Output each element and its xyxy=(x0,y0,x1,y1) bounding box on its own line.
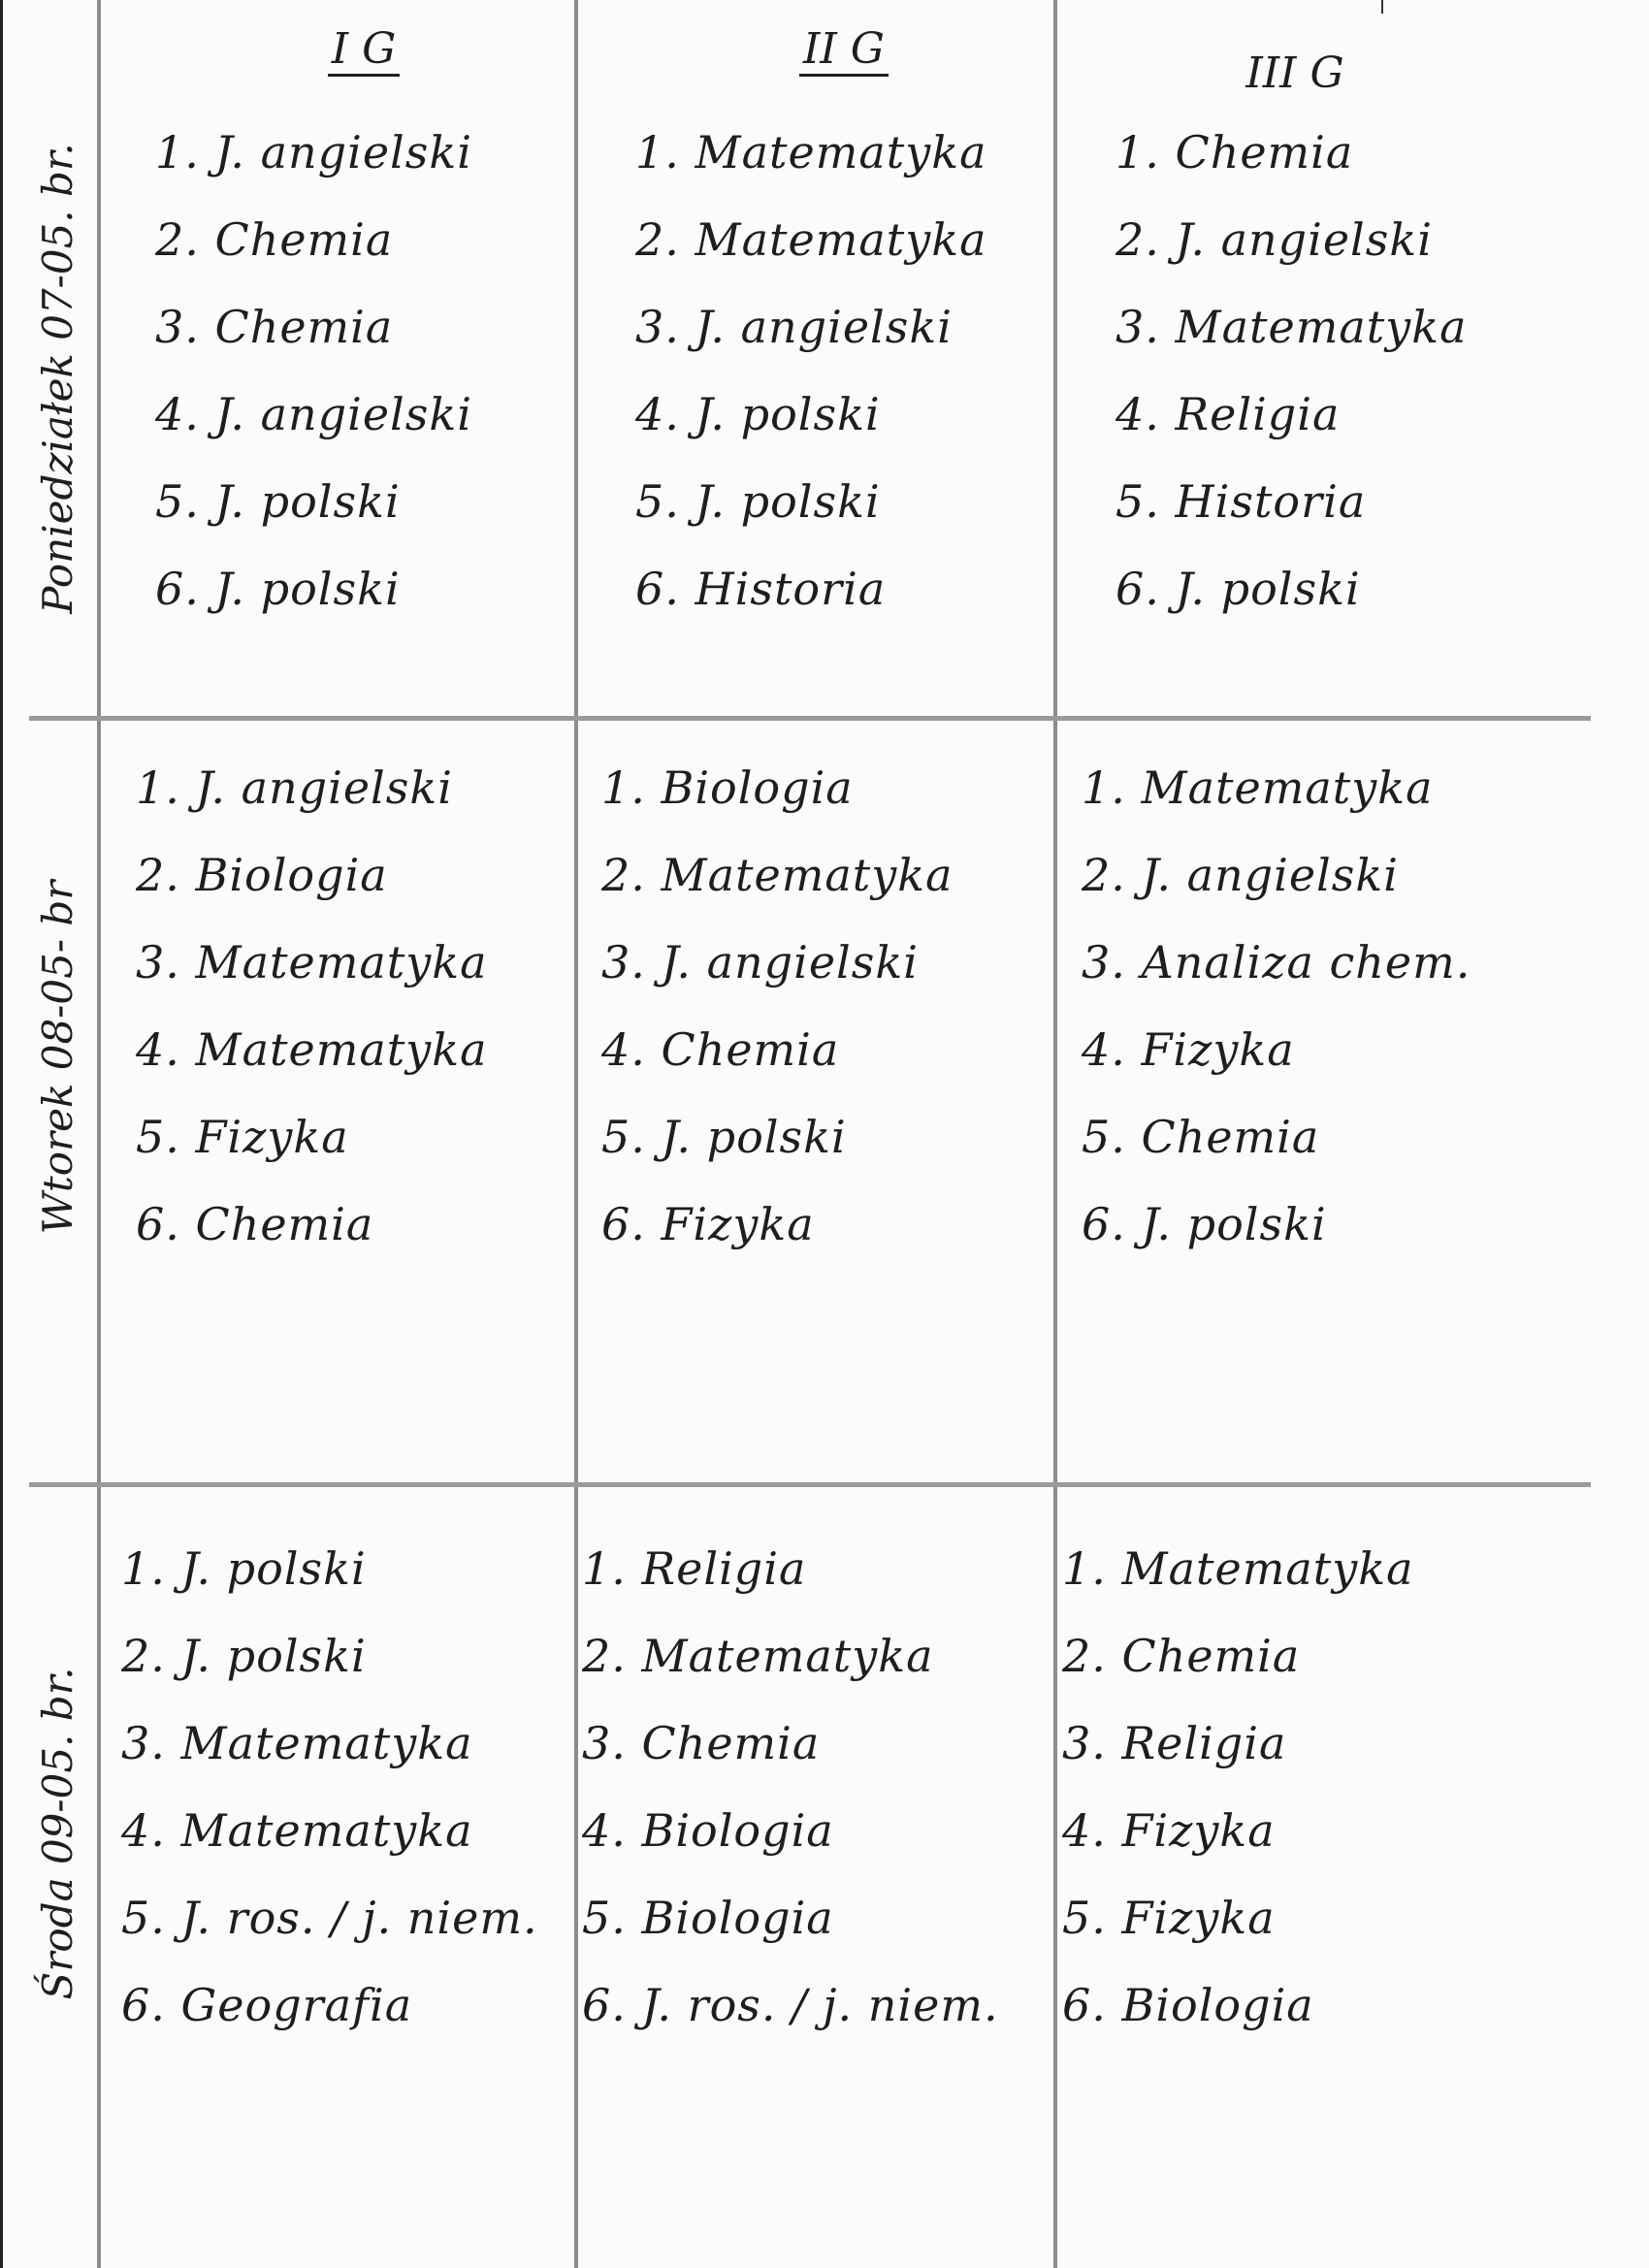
day-label-wednesday: Środa 09-05. br. xyxy=(34,1667,81,2000)
lesson-item: 5. Historia xyxy=(1116,475,1367,528)
lesson-item: 3. Chemia xyxy=(582,1717,821,1769)
lesson-item: 1. Biologia xyxy=(601,761,854,814)
lesson-item: 1. J. angielski xyxy=(155,126,472,178)
day-label-monday: Poniedziałek 07-05. br. xyxy=(34,143,81,614)
lesson-item: 2. Biologia xyxy=(136,849,388,901)
top-mark xyxy=(1381,0,1383,14)
lesson-item: 3. Religia xyxy=(1062,1717,1287,1769)
left-margin-line xyxy=(0,0,3,2268)
lesson-item: 1. Religia xyxy=(582,1542,807,1595)
lesson-item: 5. J. polski xyxy=(635,475,881,528)
lesson-item: 5. Biologia xyxy=(582,1892,834,1944)
lesson-item: 5. Fizyka xyxy=(1062,1892,1276,1944)
lesson-item: 1. Matematyka xyxy=(1082,761,1434,814)
lesson-item: 2. Chemia xyxy=(1062,1630,1301,1682)
column-header-3g: III G xyxy=(1245,49,1344,98)
lesson-item: 2. Matematyka xyxy=(601,849,954,901)
lesson-item: 4. Matematyka xyxy=(136,1023,488,1076)
lesson-item: 6. J. polski xyxy=(1116,563,1361,615)
lesson-item: 4. J. angielski xyxy=(155,388,472,440)
grid-horizontal-line xyxy=(29,1482,1591,1487)
lesson-item: 5. Fizyka xyxy=(136,1111,349,1163)
lesson-item: 3. Analiza chem. xyxy=(1082,936,1471,988)
column-header-2g: II G xyxy=(698,24,989,74)
lesson-item: 1. Chemia xyxy=(1116,126,1354,178)
lesson-item: 4. Religia xyxy=(1116,388,1341,440)
column-header-1g: I G xyxy=(218,24,509,74)
lesson-item: 4. Matematyka xyxy=(121,1804,473,1857)
grid-vertical-line xyxy=(574,0,578,2268)
lesson-item: 2. Chemia xyxy=(155,213,394,266)
lesson-item: 1. Matematyka xyxy=(1062,1542,1414,1595)
lesson-item: 4. J. polski xyxy=(635,388,881,440)
lesson-item: 6. Biologia xyxy=(1062,1979,1314,2031)
grid-horizontal-line xyxy=(29,716,1591,721)
day-label-tuesday: Wtorek 08-05- br xyxy=(34,880,81,1235)
lesson-item: 5. Chemia xyxy=(1082,1111,1320,1163)
lesson-item: 3. Chemia xyxy=(155,301,394,353)
grid-vertical-line xyxy=(1053,0,1057,2268)
lesson-item: 5. J. ros. / j. niem. xyxy=(121,1892,538,1944)
lesson-item: 6. Geografia xyxy=(121,1979,413,2031)
lesson-item: 6. Fizyka xyxy=(601,1198,815,1250)
lesson-item: 3. Matematyka xyxy=(136,936,488,988)
lesson-item: 2. Matematyka xyxy=(635,213,987,266)
lesson-item: 3. J. angielski xyxy=(601,936,919,988)
lesson-item: 3. J. angielski xyxy=(635,301,953,353)
lesson-item: 6. J. polski xyxy=(1082,1198,1327,1250)
lesson-item: 3. Matematyka xyxy=(121,1717,473,1769)
lesson-item: 1. J. angielski xyxy=(136,761,453,814)
lesson-item: 2. J. angielski xyxy=(1082,849,1399,901)
lesson-item: 6. J. ros. / j. niem. xyxy=(582,1979,999,2031)
lesson-item: 2. Matematyka xyxy=(582,1630,934,1682)
lesson-item: 4. Fizyka xyxy=(1062,1804,1276,1857)
grid-vertical-line xyxy=(97,0,101,2268)
lesson-item: 6. J. polski xyxy=(155,563,401,615)
lesson-item: 4. Chemia xyxy=(601,1023,840,1076)
lesson-item: 6. Chemia xyxy=(136,1198,374,1250)
lesson-item: 2. J. polski xyxy=(121,1630,367,1682)
lesson-item: 6. Historia xyxy=(635,563,887,615)
lesson-item: 5. J. polski xyxy=(155,475,401,528)
lesson-item: 5. J. polski xyxy=(601,1111,847,1163)
lesson-item: 1. Matematyka xyxy=(635,126,987,178)
lesson-item: 2. J. angielski xyxy=(1116,213,1433,266)
lesson-item: 1. J. polski xyxy=(121,1542,367,1595)
lesson-item: 4. Fizyka xyxy=(1082,1023,1295,1076)
lesson-item: 4. Biologia xyxy=(582,1804,834,1857)
lesson-item: 3. Matematyka xyxy=(1116,301,1468,353)
